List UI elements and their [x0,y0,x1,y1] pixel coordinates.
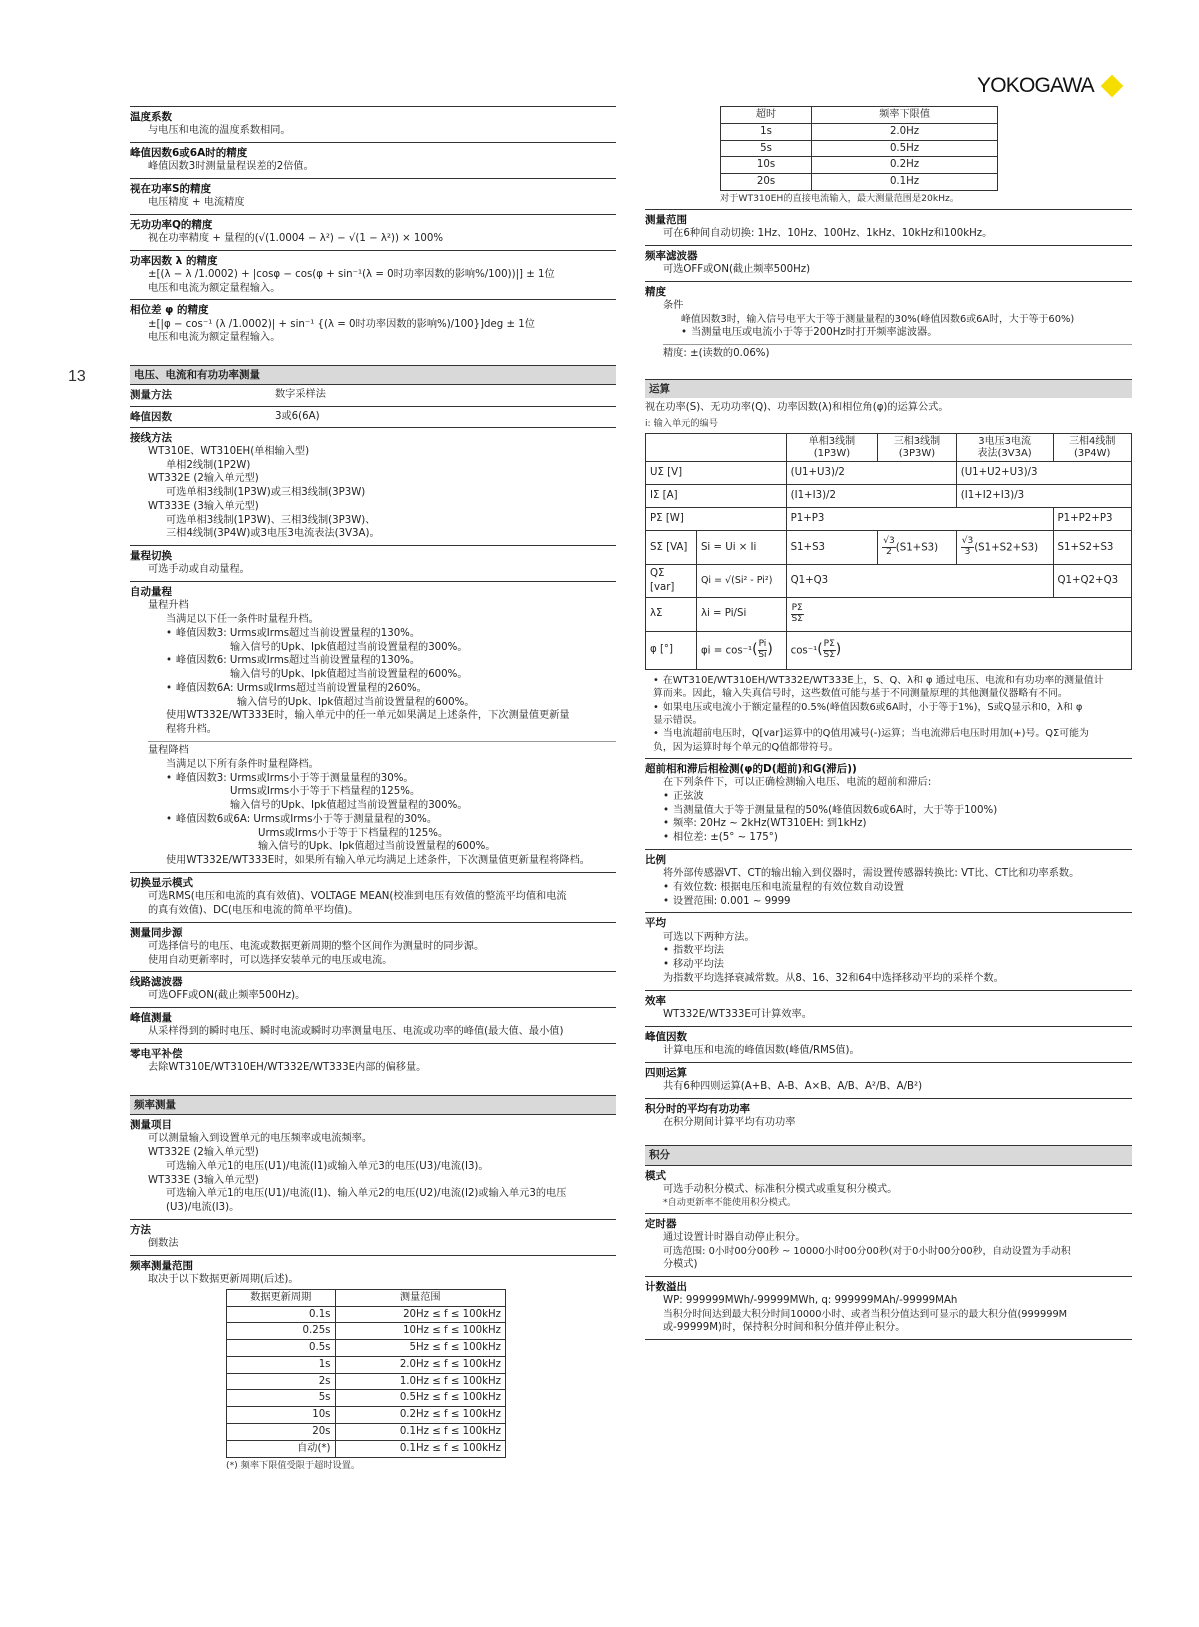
table-cell: 2.0Hz [812,123,998,140]
fraction-den: 3 [964,547,971,558]
spec-lead-lag [645,758,1132,849]
table-row [227,1306,506,1323]
spec-title: 模式 [645,1169,666,1182]
table-cell: 5s [227,1390,336,1407]
spec-bullet: • 有效位数: 根据电压和电流量程的有效位数自动设置 [645,881,1132,895]
spec-text: 可选输入单元1的电压(U1)/电流(I1)、输入单元2的电压(U2)/电流(I2)或输入单元3的电压 [166,1188,567,1200]
table-header: 三相4线制 (3P4W) [1053,434,1132,462]
spec-range-switch [130,545,616,581]
spec-title: 自动量程 [130,586,172,599]
table-row [646,531,1132,565]
spec-title: 频率滤波器 [645,250,698,263]
spec-title: 功率因数 λ 的精度 [130,254,218,267]
table-cell: P1+P3 [786,508,1053,531]
fraction [823,640,836,661]
formula-text: (S1+S2+S3) [974,542,1039,554]
spec-timer [645,1213,1132,1276]
spec-text: 电压精度 + 电流精度 [148,197,245,209]
spec-text: 可选单相3线制(1P3W)、三相3线制(3P3W)、 [166,514,376,526]
spec-text: 在下列条件下，可以正确检测输入电压、电流的超前和滞后: [663,777,932,789]
spec-title: 无功功率Q的精度 [130,218,213,231]
table-cell: 0.2Hz [812,157,998,174]
spec-text: ±[(λ − λ /1.0002) + |cosφ − cos(φ + sin⁻¹(λ = 0时功率因数的影响%/100))|] ± 1位 [148,268,555,280]
spec-text: Urms或Irms小于等于下档量程的125%。 [230,786,421,798]
spec-text: 使用WT332E/WT333E时，如果所有输入单元均满足上述条件，下次测量值更新量程将降档。 [166,855,590,867]
spec-text: 可选OFF或ON(截止频率500Hz)。 [148,990,306,1002]
spec-bullet: • 峰值因数3: Urms或Irms超过当前设置量程的130%。 [130,627,616,641]
spec-efficiency [645,990,1132,1026]
spec-text: WT332E (2输入单元型) [148,473,259,485]
spec-text: 输入信号的Upk、Ipk值超过当前设置量程的300%。 [230,641,468,653]
fraction-den: SΣ [823,649,835,660]
spec-crest [130,406,616,427]
table-row [646,485,1132,508]
spec-method [130,384,616,405]
table-cell: 0.5s [227,1340,336,1357]
spec-text: 为指数平均选择衰减常数。从8、16、32和64中选择移动平均的采样个数。 [663,972,1004,984]
table-cell: P1+P2+P3 [1053,508,1132,531]
spec-text: ±[|φ − cos⁻¹ (λ /1.0002)| + sin⁻¹ {(λ = 0时功率因数的影响%)/100}]deg ± 1位 [148,318,535,330]
table-row [646,508,1132,531]
spec-value: 3或6(6A) [275,410,320,422]
spec-text: WT332E/WT333E可计算效率。 [663,1008,812,1020]
table-cell: SΣ [VA] [646,531,697,565]
spec-mode [645,1165,1132,1213]
spec-bullet: • 峰值因数6A: Urms或Irms超过当前设置量程的260%。 [130,682,616,696]
table-header: 频率下限值 [812,107,998,124]
spec-title: 测量范围 [645,214,687,227]
section-band-calc: 运算 [645,379,1132,398]
table-cell: 0.1Hz [812,174,998,191]
fraction-num: √3 [961,536,974,547]
spec-freq-method [130,1219,616,1255]
spec-title: 切换显示模式 [130,876,193,889]
spec-crest6-accuracy [130,142,616,178]
spec-title: 峰值测量 [130,1012,172,1025]
spec-freq-range [130,1255,616,1476]
spec-text: 通过设置计时器自动停止积分。 [663,1232,806,1244]
spec-text: 量程降档 [148,744,189,756]
section-band-integration: 积分 [645,1145,1132,1164]
table-cell: λi = Pi/Si [696,597,786,631]
spec-text: 输入信号的Upk、Ipk值超过当前设置量程的300%。 [230,800,468,812]
table-cell: S1+S2+S3 [1053,531,1132,565]
table-row [646,565,1132,598]
table-header: 超时 [721,107,812,124]
table-header: 3电压3电流 表法(3V3A) [956,434,1053,462]
spec-text: 倒数法 [148,1238,179,1250]
right-column [645,106,1132,1340]
table-row [227,1440,506,1457]
table-row [721,157,998,174]
table-cell: 自动(*) [227,1440,336,1457]
table-row [227,1340,506,1357]
table-cell [956,531,1053,565]
fraction-den: 2 [886,547,892,558]
spec-text: 输入信号的Upk、Ipk值超过当前设置量程的600%。 [237,696,475,708]
table-cell: 0.1Hz ≤ f ≤ 100kHz [335,1424,506,1441]
spec-text: 使用自动更新率时，可以选择安装单元的电压或电流。 [148,954,393,966]
spec-text: 可选OFF或ON(截止频率500Hz) [663,264,811,276]
spec-title: 测量同步源 [130,926,183,939]
fraction-num: Pi [758,638,767,649]
table-header: 三相3线制 (3P3W) [878,434,956,462]
calc-text: 负，因为运算时每个单元的Q值都带符号。 [653,741,839,753]
table-cell: φi = cos⁻¹( $\frac{Pi}{Si}$ ) [696,631,786,669]
spec-text: WT333E (3输入单元型) [148,500,259,512]
logo-diamond-icon [1101,75,1124,98]
spec-text: 条件 [663,300,684,312]
table-cell: 2s [227,1373,336,1390]
spec-text: 程将升档。 [166,724,217,736]
spec-freq-items [130,1114,616,1219]
yokogawa-logo [977,72,1120,98]
spec-text: 当满足以下任一条件时量程升档。 [166,614,319,626]
table-cell: 2.0Hz ≤ f ≤ 100kHz [335,1356,506,1373]
spec-text: 分模式) [663,1259,698,1271]
table-cell: 10s [721,157,812,174]
spec-text: 可选择信号的电压、电流或数据更新周期的整个区间作为测量时的同步源。 [148,940,485,952]
spec-key: 峰值因数 [130,410,172,423]
spec-text: 可选手动或自动量程。 [148,564,250,576]
table-cell: QΣ [var] [646,565,697,598]
table-cell: 1.0Hz ≤ f ≤ 100kHz [335,1373,506,1390]
spec-text: 去除WT310E/WT310EH/WT332E/WT333E内部的偏移量。 [148,1062,427,1074]
table-cell [878,531,956,565]
spec-text: WT333E (3输入单元型) [148,1174,259,1186]
spec-title: 测量项目 [130,1119,172,1132]
calc-bullet: • 当电流超前电压时，Q[var]运算中的Q值用减号(-)运算；当电流滞后电压时用加(+)号。QΣ可能为 [645,727,1132,740]
spec-text: 计算电压和电流的峰值因数(峰值/RMS值)。 [663,1044,860,1056]
spec-title: 比例 [645,854,666,866]
spec-peak [130,1007,616,1043]
spec-text: 输入信号的Upk、Ipk值超过当前设置量程的600%。 [258,841,496,853]
spec-bullet: • 峰值因数6或6A: Urms或Irms小于等于测量量程的30%。 [130,813,616,827]
spec-title: 线路滤波器 [130,976,183,989]
spec-title: 积分时的平均有功功率 [645,1102,750,1115]
table-cell: Si = Ui × Ii [696,531,786,565]
formula-text: cos⁻¹ [790,645,818,657]
spec-text: 的真有效值)、DC(电压和电流的简单平均值)。 [148,904,359,916]
page-number: 13 [68,368,86,385]
fraction-num: PΣ [823,638,835,649]
table-cell: 0.5Hz ≤ f ≤ 100kHz [335,1390,506,1407]
spec-avg-integ [645,1098,1132,1134]
table-cell: PΣ [W] [646,508,787,531]
spec-title: 相位差 φ 的精度 [130,304,209,317]
spec-text: 峰值因数3时，输入信号电平大于等于测量量程的30%(峰值因数6或6A时，大于等于60%) [681,314,1075,326]
spec-auto-range [130,581,616,872]
fraction-num: √3 [883,536,895,547]
spec-title: 定时器 [645,1217,677,1230]
table-row [721,123,998,140]
spec-text: 可选手动积分模式、标准积分模式或重复积分模式。 [663,1183,898,1195]
table-cell: UΣ [V] [646,462,787,485]
spec-text: Urms或Irms小于等于下档量程的125%。 [258,827,449,839]
spec-text: 可选单相3线制(1P3W)或三相3线制(3P3W) [166,487,366,499]
spec-title: 接线方法 [130,431,172,444]
spec-text: WP: 999999MWh/-99999MWh, q: 999999MAh/-99999MAh [663,1295,958,1307]
spec-title: 峰值因数 [645,1030,687,1043]
table-header: 测量范围 [335,1289,506,1306]
spec-title: 视在功率S的精度 [130,182,212,195]
table-cell: λΣ [646,597,697,631]
table-note: 对于WT310EH的直接电流输入，最大测量范围是20kHz。 [720,192,960,204]
spec-text: 当满足以下所有条件时量程降档。 [166,758,319,770]
spec-text: 视在功率精度 + 量程的(√(1.0004 − λ²) − √(1 − λ²)) × 100% [148,232,444,244]
spec-reactive-accuracy [130,214,616,250]
section-band-measurement: 电压、电流和有功功率测量 [130,365,616,384]
spec-text: 峰值因数3时测量量程误差的2倍值。 [148,161,314,173]
table-cell: 20s [721,174,812,191]
fraction-den: SΣ [791,613,803,624]
table-cell: 0.5Hz [812,140,998,157]
spec-bullet: • 移动平均法 [645,958,1132,972]
spec-freq-filter [645,245,1132,281]
spec-title: 峰值因数6或6A时的精度 [130,146,248,159]
table-header: 单相3线制 (1P3W) [786,434,878,462]
spec-title: 精度 [645,286,666,299]
spec-overflow [645,1276,1132,1340]
spec-title: 超前相和滞后相检测(φ的D(超前)和G(滞后)) [645,763,857,775]
calc-table [645,433,1132,670]
spec-bullet: • 正弦波 [645,790,1132,804]
table-row [227,1407,506,1424]
spec-text: 精度: ±(读数的0.06%) [663,348,770,360]
spec-note: *自动更新率不能使用积分模式。 [663,1196,797,1208]
spec-text: 电压和电流为额定量程输入。 [148,332,281,344]
spec-text: 从采样得到的瞬时电压、瞬时电流或瞬时功率测量电压、电流或功率的峰值(最大值、最小值) [148,1026,564,1038]
table-cell: Qi = √(Si² - Pi²) [696,565,786,598]
spec-text: 可以测量输入到设置单元的电压频率或电流频率。 [148,1133,373,1145]
spec-text: 使用WT332E/WT333E时，输入单元中的任一单元如果满足上述条件，下次测量值更新量 [166,710,570,722]
formula-text: φi = cos⁻¹ [700,645,753,657]
table-header: 数据更新周期 [227,1289,336,1306]
left-column [130,106,616,1476]
table-row [227,1356,506,1373]
fraction [791,604,804,625]
spec-text: 可选以下两种方法。 [663,931,755,943]
spec-four-ops [645,1062,1132,1098]
spec-text: 与电压和电流的温度系数相同。 [148,125,291,137]
spec-apparent-accuracy [130,178,616,214]
table-cell: 5Hz ≤ f ≤ 100kHz [335,1340,506,1357]
spec-title: 四则运算 [645,1066,687,1079]
spec-text: 可选输入单元1的电压(U1)/电流(I1)或输入单元3的电压(U3)/电流(I3)。 [166,1160,489,1172]
spec-phase-accuracy [130,299,616,349]
table-cell: cos⁻¹( $\frac{P\Sigma}{S\Sigma}$ ) [786,631,1131,669]
table-cell: Q1+Q3 [786,565,1053,598]
spec-title: 温度系数 [130,111,172,123]
spec-zero [130,1043,616,1079]
spec-bullet: • 设置范围: 0.001 ~ 9999 [645,895,1132,909]
spec-pf-accuracy [130,250,616,300]
formula-text: (S1+S3) [895,542,939,554]
table-cell: (I1+I2+I3)/3 [956,485,1131,508]
spec-text: 三相4线制(3P4W)或3电压3电流表法(3V3A)。 [166,528,380,540]
table-cell: (U1+U3)/2 [786,462,956,485]
spec-bullet: • 当测量电压或电流小于等于200Hz时打开频率滤波器。 [645,326,1132,340]
spec-bullet: • 当测量值大于等于测量量程的50%(峰值因数6或6A时，大于等于100%) [645,804,1132,818]
table-cell: Q1+Q2+Q3 [1053,565,1132,598]
calc-bullet: • 如果电压或电流小于额定量程的0.5%(峰值因数6或6A时，小于等于1%)，S或Q显示和0，λ和 φ [645,701,1132,714]
spec-sync-source [130,922,616,972]
table-row [721,174,998,191]
spec-title: 方法 [130,1224,151,1237]
fraction [758,640,768,661]
fraction-num: PΣ [791,602,803,613]
spec-text: 可选范围: 0小时00分00秒 ~ 10000小时00分00秒(对于0小时00分00秒，自动设置为手动积 [663,1245,1071,1257]
spec-text: 量程升档 [148,600,189,612]
calc-text: 算而来。因此，输入失真信号时，这些数值可能与基于不同测量原理的其他测量仪器略有不同。 [653,688,1068,700]
table-cell [786,597,1131,631]
spec-text: 可在6种间自动切换: 1Hz、10Hz、100Hz、1kHz、10kHz和100kHz。 [663,228,993,240]
spec-title: 计数溢出 [645,1280,687,1293]
spec-average [645,912,1132,989]
freq-range-table [226,1289,506,1458]
spec-bullet: • 峰值因数6: Urms或Irms超过当前设置量程的130%。 [130,654,616,668]
spec-title: 频率测量范围 [130,1259,193,1272]
spec-title: 平均 [645,917,666,930]
table-row [227,1424,506,1441]
table-row [721,140,998,157]
table-cell: (U1+U2+U3)/3 [956,462,1131,485]
spec-text: WT332E (2输入单元型) [148,1147,259,1159]
table-cell: 10Hz ≤ f ≤ 100kHz [335,1323,506,1340]
spec-ratio [645,849,1132,912]
spec-bullet: • 相位差: ±(5° ~ 175°) [645,831,1132,845]
spec-text: 或-99999M)时，保持积分时间和积分值并停止积分。 [663,1322,906,1334]
spec-title: 零电平补偿 [130,1048,183,1061]
spec-text: 单相2线制(1P2W) [166,459,251,471]
table-cell: 0.1s [227,1306,336,1323]
table-cell: 0.1Hz ≤ f ≤ 100kHz [335,1440,506,1457]
table-cell: 10s [227,1407,336,1424]
spec-bullet: • 指数平均法 [645,944,1132,958]
spec-temp-coef [130,106,616,142]
table-cell: IΣ [A] [646,485,787,508]
spec-text: 可选RMS(电压和电流的真有效值)、VOLTAGE MEAN(校准到电压有效值的整流平均值和电流 [148,891,567,903]
table-row [646,462,1132,485]
table-cell: 20s [227,1424,336,1441]
table-cell: φ [°] [646,631,697,669]
spec-text: 输入信号的Upk、Ipk值超过当前设置量程的600%。 [230,669,468,681]
spec-display-mode [130,872,616,922]
spec-text: 取决于以下数据更新周期(后述)。 [148,1274,299,1286]
spec-text: WT310E、WT310EH(单相输入型) [148,445,310,457]
spec-text: 共有6种四则运算(A+B、A-B、A×B、A/B、A²/B、A/B²) [663,1080,923,1092]
spec-bullet: • 频率: 20Hz ~ 2kHz(WT310EH: 到1kHz) [645,817,1132,831]
timeout-table [720,106,998,191]
spec-text: 在积分期间计算平均有功功率 [663,1116,796,1128]
calc-intro: 视在功率(S)、无功功率(Q)、功率因数(λ)和相位角(φ)的运算公式。 [645,402,949,414]
table-row [646,631,1132,669]
fraction [882,537,895,558]
fraction-den: Si [758,649,767,660]
table-row [646,597,1132,631]
spec-text: (U3)/电流(I3)。 [166,1202,240,1214]
table-row [227,1323,506,1340]
spec-meas-range [645,209,1132,245]
table-row [227,1373,506,1390]
table-cell: (I1+I3)/2 [786,485,956,508]
spec-text: 将外部传感器VT、CT的输出输入到仪器时，需设置传感器转换比: VT比、CT比和功率系数。 [663,868,1080,880]
table-cell: 0.25s [227,1323,336,1340]
table-row [227,1390,506,1407]
spec-accuracy [645,281,1132,365]
section-band-frequency: 频率测量 [130,1095,616,1114]
spec-wiring [130,427,616,546]
spec-value: 数字采样法 [275,389,326,401]
spec-key: 测量方法 [130,389,172,402]
table-cell: 1s [721,123,812,140]
spec-line-filter [130,971,616,1007]
calc-bullet: • 在WT310E/WT310EH/WT332E/WT333E上，S、Q、λ和 φ 通过电压、电流和有功功率的测量值计 [645,674,1132,687]
calc-note: i: 输入单元的编号 [645,417,718,429]
table-note: (*) 频率下限值受限于超时设置。 [226,1459,361,1471]
spec-bullet: • 峰值因数3: Urms或Irms小于等于测量量程的30%。 [130,772,616,786]
spec-title: 效率 [645,994,666,1007]
spec-text: 当积分时间达到最大积分时间10000小时、或者当积分值达到可显示的最大积分值(999999M [663,1308,1068,1320]
table-cell: S1+S3 [786,531,878,565]
spec-crest-factor [645,1026,1132,1062]
spec-title: 量程切换 [130,550,172,563]
logo-text: YOKOGAWA [977,74,1094,97]
calc-text: 显示错误。 [653,714,703,726]
fraction [961,537,974,558]
table-cell: 5s [721,140,812,157]
spec-text: 电压和电流为额定量程输入。 [148,282,281,294]
table-cell: 0.2Hz ≤ f ≤ 100kHz [335,1407,506,1424]
table-cell: 1s [227,1356,336,1373]
table-cell: 20Hz ≤ f ≤ 100kHz [335,1306,506,1323]
